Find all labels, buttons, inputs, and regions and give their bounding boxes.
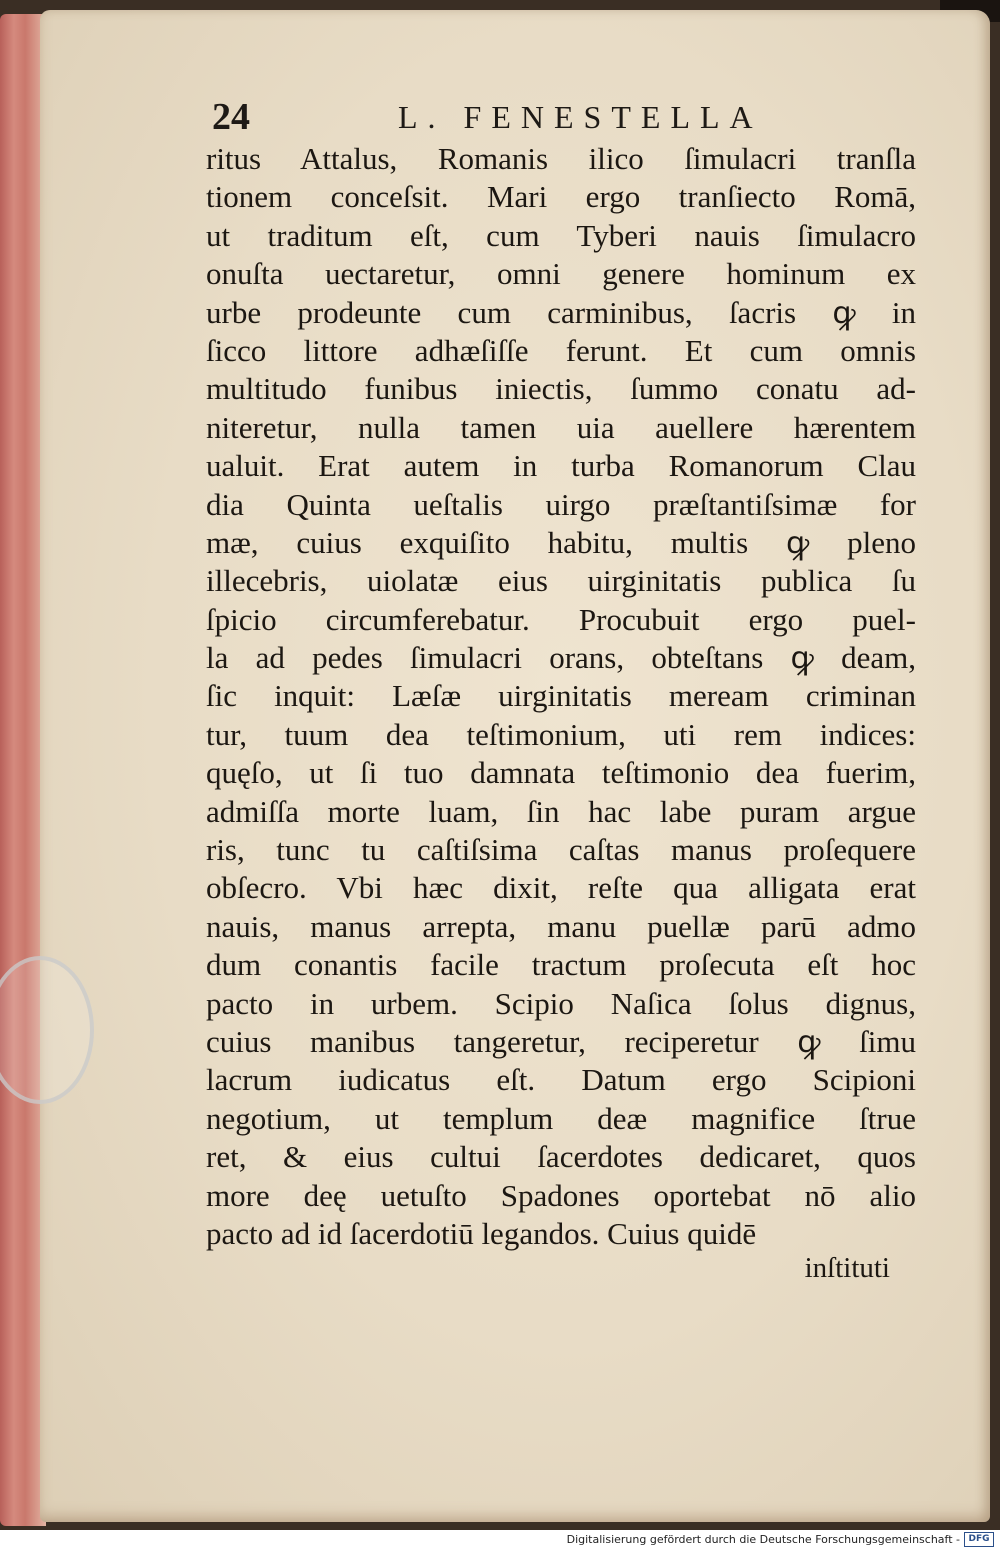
text-line: illecebris, uiolatæ eius uirginitatis publica ſu (206, 563, 916, 599)
text-line: mæ, cuius exquiſito habitu, multis ꝙ pleno (206, 524, 916, 560)
page-number: 24 (212, 96, 250, 138)
text-line: lacrum iudicatus eſt. Datum ergo Scipioni (206, 1062, 916, 1098)
text-line: ret, & eius cultui ſacerdotes dedicaret, quos (206, 1139, 916, 1175)
running-head: L. FENESTELLA (398, 98, 763, 135)
text-line: ris, tunc tu caſtiſsima caſtas manus proſequere (206, 832, 916, 868)
text-line: nauis, manus arrepta, manu puellæ parū admo (206, 908, 916, 944)
text-line: quęſo, ut ſi tuo damnata teſtimonio dea fuerim, (206, 755, 916, 791)
text-line: la ad pedes ſimulacri orans, obteſtans ꝙ deam, (206, 640, 916, 676)
text-line: tionem conceſsit. Mari ergo tranſiecto Romā, (206, 179, 916, 215)
text-line: ſicco littore adhæſiſſe ferunt. Et cum omnis (206, 332, 916, 368)
text-line: more deę uetuſto Spadones oportebat nō alio (206, 1177, 916, 1213)
text-line: niteretur, nulla tamen uia auellere hærentem (206, 409, 916, 445)
footer-credit: Digitalisierung gefördert durch die Deutsche Forschungsgemeinschaft - (566, 1533, 960, 1546)
text-line: dia Quinta ueſtalis uirgo præſtantiſsimæ for (206, 486, 916, 522)
footer (0, 1530, 1000, 1550)
text-line: ſic inquit: Læſæ uirginitatis meream criminan (206, 678, 916, 714)
text-line: dum conantis facile tractum proſecuta eſt hoc (206, 947, 916, 983)
text-line: onuſta uectaretur, omni genere hominum ex (206, 256, 916, 292)
body-text (206, 140, 916, 1253)
text-line: ut traditum eſt, cum Tyberi nauis ſimulacro (206, 217, 916, 253)
text-line: urbe prodeunte cum carminibus, ſacris ꝙ in (206, 294, 916, 330)
page-header (212, 94, 772, 140)
text-line: pacto ad id ſacerdotiū legandos. Cuius quidē (206, 1215, 757, 1251)
text-line: admiſſa morte luam, ſin hac labe puram argue (206, 793, 916, 829)
text-line: multitudo funibus iniectis, ſummo conatu ad- (206, 371, 916, 407)
text-line: ritus Attalus, Romanis ilico ſimulacri tranſla (206, 141, 916, 176)
text-line: ſpicio circumferebatur. Procubuit ergo puel- (206, 601, 916, 637)
text-line: pacto in urbem. Scipio Naſica ſolus dignus, (206, 985, 916, 1021)
text-line: obſecro. Vbi hæc dixit, reſte qua alligata erat (206, 870, 916, 906)
dfg-logo: DFG (964, 1532, 994, 1547)
text-line: ualuit. Erat autem in turba Romanorum Clau (206, 448, 916, 484)
text-line: negotium, ut templum deæ magnifice ſtrue (206, 1100, 916, 1136)
text-line: tur, tuum dea teſtimonium, uti rem indices: (206, 716, 916, 752)
catchword: inſtituti (804, 1252, 890, 1284)
text-line: cuius manibus tangeretur, reciperetur ꝙ ſimu (206, 1023, 916, 1059)
